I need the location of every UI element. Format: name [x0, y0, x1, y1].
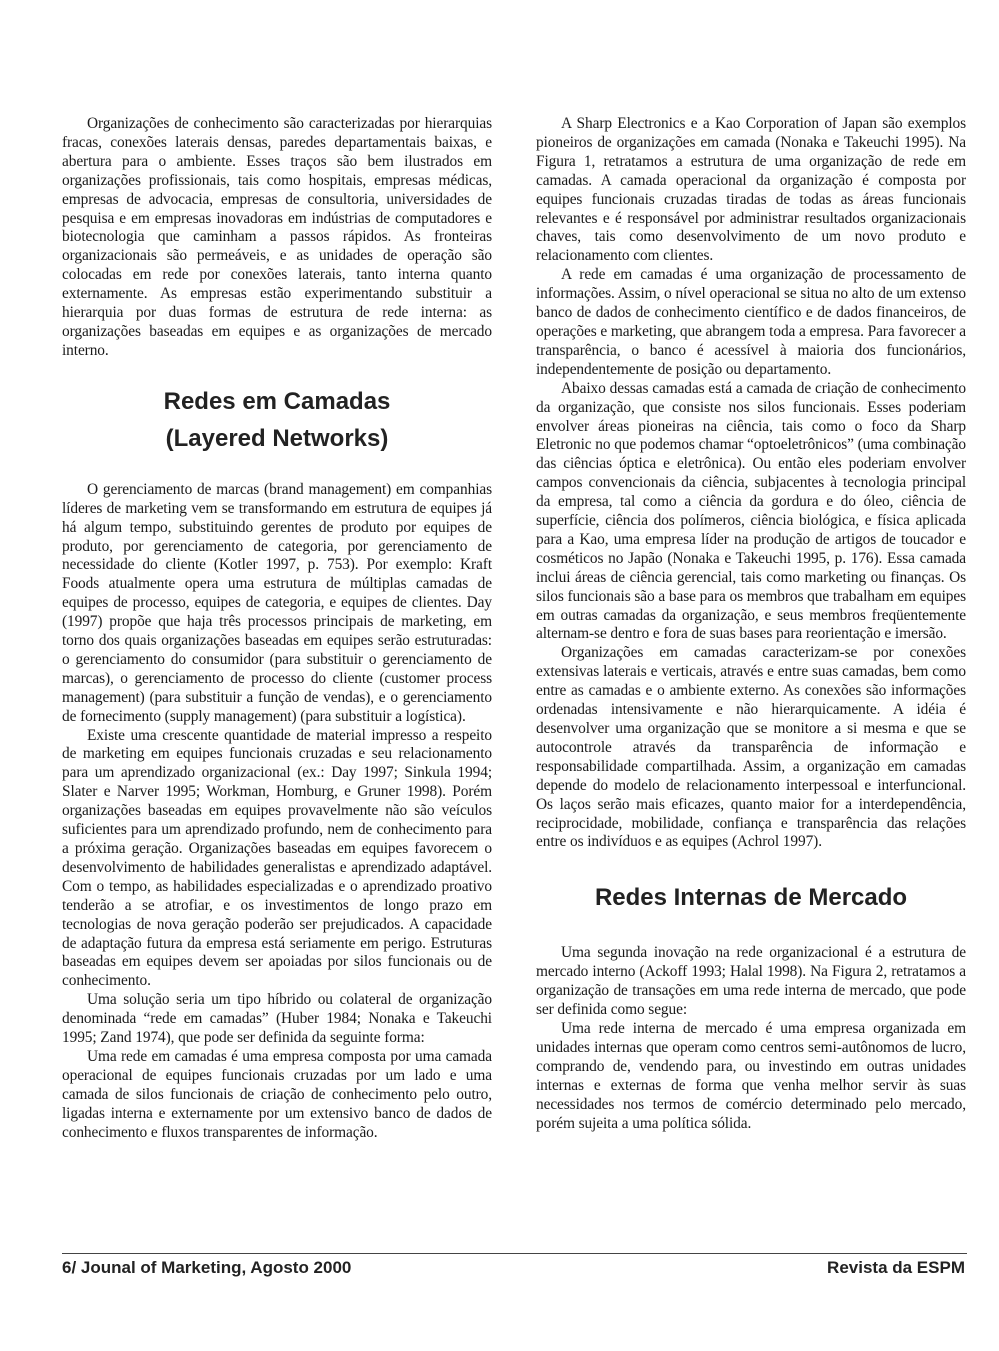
left-column	[62, 115, 492, 1143]
paragraph: O gerenciamento de marcas (brand management) em companhias líderes de marketing vem se transformando em estrutura de equipes já há algum tempo, substituindo gerentes de produto por equipes de produto, por gerenciamento de categoria, por gerenciamento de necessidade do cliente (Kotler 1997, p. 753). Por exemplo: Kraft Foods atualmente opera uma estrutura de múltiplas camadas de equipes de processo, equipes de categoria, e equipes de clientes. Day (1997) propõe que haja três processos principais de marketing, em torno dos quais organizações baseadas em equipes serão estruturadas: o gerenciamento do consumidor (para substituir o gerenciamento de marcas), o gerenciamento de processo do cliente (customer process management) (para substituir a função de vendas), e o gerenciamento de fornecimento (supply management) (para substituir a logística).	[62, 480, 492, 725]
paragraph: Uma rede em camadas é uma empresa composta por uma camada operacional de equipes funcionais cruzadas por um lado e uma camada de silos funcionais de criação de conhecimento pelo outro, ligadas interna e externamente por um extensivo banco de dados de conhecimento e fluxos transparentes de informação.	[62, 1047, 492, 1141]
paragraph: Organizações em camadas caracterizam-se por conexões extensivas laterais e verticais, através e entre suas camadas, bem como entre as camadas e o ambiente externo. As conexões são informações ordenadas intensivamente e não hierarquicamente. A idéia é desenvolver uma organização que se monitore a si mesma e que se autocontrole através da transparência de informação e responsabilidade compartilhada. Assim, a organização em camadas depende do modelo de relacionamento interpessoal e interfuncional. Os laços serão mais eficazes, quanto maior for a interdependência, reciprocidade, mobilidade, confiança e transparência das relações entre os indivíduos e as equipes (Achrol 1997).	[536, 644, 966, 851]
paragraph: Uma solução seria um tipo híbrido ou colateral de organização denominada “rede em camadas” (Huber 1984; Nonaka e Takeuchi 1995; Zand 1974), que pode ser definida da seguinte forma:	[62, 991, 492, 1047]
footer-journal-info: 6/ Jounal of Marketing, Agosto 2000	[62, 1258, 352, 1277]
paragraph: Uma segunda inovação na rede organizacional é a estrutura de mercado interno (Ackoff 1993; Halal 1998). Na Figura 2, retratamos a organização de transações em uma rede interna de mercado, que pode ser definida como segue:	[536, 944, 966, 1019]
section-heading-layered-networks	[62, 383, 492, 457]
paragraph: A rede em camadas é uma organização de processamento de informações. Assim, o nível operacional se situa no alto de um extenso banco de dados de conhecimento científico e de dados financeiros, de operações e marketing, que abrangem toda a empresa. Para favorecer a transparência, o banco é acessível à maioria dos funcionários, independentemente de posição ou departamento.	[536, 266, 966, 378]
paragraph: Existe uma crescente quantidade de material impresso a respeito de marketing em equipes funcionais cruzadas e seu relacionamento para um aprendizado organizacional (ex.: Day 1997; Sinkula 1994; Slater e Narver 1995; Workman, Homburg, e Gruner 1998). Porém organizações baseadas em equipes provavelmente não são veículos suficientes para um aprendizado profundo, nem de conhecimento para a próxima geração. Organizações baseadas em equipes favorecem o desenvolvimento de habilidades generalistas e aprendizado adaptável. Com o tempo, as habilidades especializadas e o aprendizado proativo tenderão a se atrofiar, e os investimentos de longo prazo em tecnologias de nova geração poderão ser prejudicados. A capacidade de adaptação futura da empresa está seriamente em perigo. Estruturas baseadas em equipes devem ser apoiadas por silos funcionais ou de conhecimento.	[62, 726, 492, 990]
paragraph: Uma rede interna de mercado é uma empresa organizada em unidades internas que operam como centros semi-autônomos de lucro, comprando de, vendendo para, ou investindo em outras unidades internas e externas de forma que venha melhor servir às suas necessidades nos termos de comércio determinado pelo mercado, porém sujeita a uma política sólida.	[536, 1019, 966, 1132]
footer-publication-name: Revista da ESPM	[827, 1258, 965, 1277]
paragraph: Abaixo dessas camadas está a camada de criação de conhecimento da organização, que consiste nos silos funcionais. Esses poderiam envolver áreas pioneiras na ciência, tais como o foco da Sharp Eletronic no que podemos chamar “optoeletrônicos” (uma combinação das ciências óptica e eletrônica). Ou então eles poderiam envolver campos convencionais da ciência, subjacentes à tecnologia principal da empresa, tal como a ciência da gordura e do óleo, ciência de superfície, ciência dos polímeros, ciência biológica, e física aplicada para a Kao, uma empresa líder na produção de artigos de toucador e cosméticos no Japão (Nonaka e Takeuchi 1995, p. 176). Essa camada inclui áreas de ciência gerencial, tais como marketing ou finanças. Os silos funcionais são a base para os membros que trabalham em equipes em outras camadas da organização, e seus membros freqüentemente alternam-se dentro e fora de suas bases para reorientação e imersão.	[536, 379, 966, 643]
section-heading-internal-markets: Redes Internas de Mercado	[594, 884, 908, 912]
right-column	[536, 115, 966, 1133]
footer-divider	[62, 1253, 967, 1254]
heading-line: Redes em Camadas	[163, 387, 391, 415]
heading-line: (Layered Networks)	[165, 424, 389, 452]
paragraph: Organizações de conhecimento são caracterizadas por hierarquias fracas, conexões laterais densas, paredes departamentais baixas, e abertura para o ambiente. Esses traços são bem ilustrados em organizações profissionais, tais como hospitais, empresas médicas, empresas de advocacia, empresas de consultoria, universidades de pesquisa e em empresas inovadoras em indústrias de computadores e biotecnologia que caminham a passos rápidos. As fronteiras organizacionais são permeáveis, e as unidades de operação são colocadas em rede por conexões laterais, tanto interna quanto externamente. As empresas estão experimentando substituir a hierarquia por duas formas de estrutura de rede interna: as organizações baseadas em equipes e as organizações de mercado interno.	[62, 115, 492, 359]
paragraph: A Sharp Electronics e a Kao Corporation of Japan são exemplos pioneiros de organizações em camada (Nonaka e Takeuchi 1995). Na Figura 1, retratamos a estrutura de uma organização de rede em camadas. A camada operacional da organização é composta por equipes funcionais cruzadas tiradas de todas as áreas funcionais relevantes e é responsável por administrar resultados organizacionais chaves, tais como desenvolvimento de um novo produto e relacionamento com clientes.	[536, 115, 966, 265]
